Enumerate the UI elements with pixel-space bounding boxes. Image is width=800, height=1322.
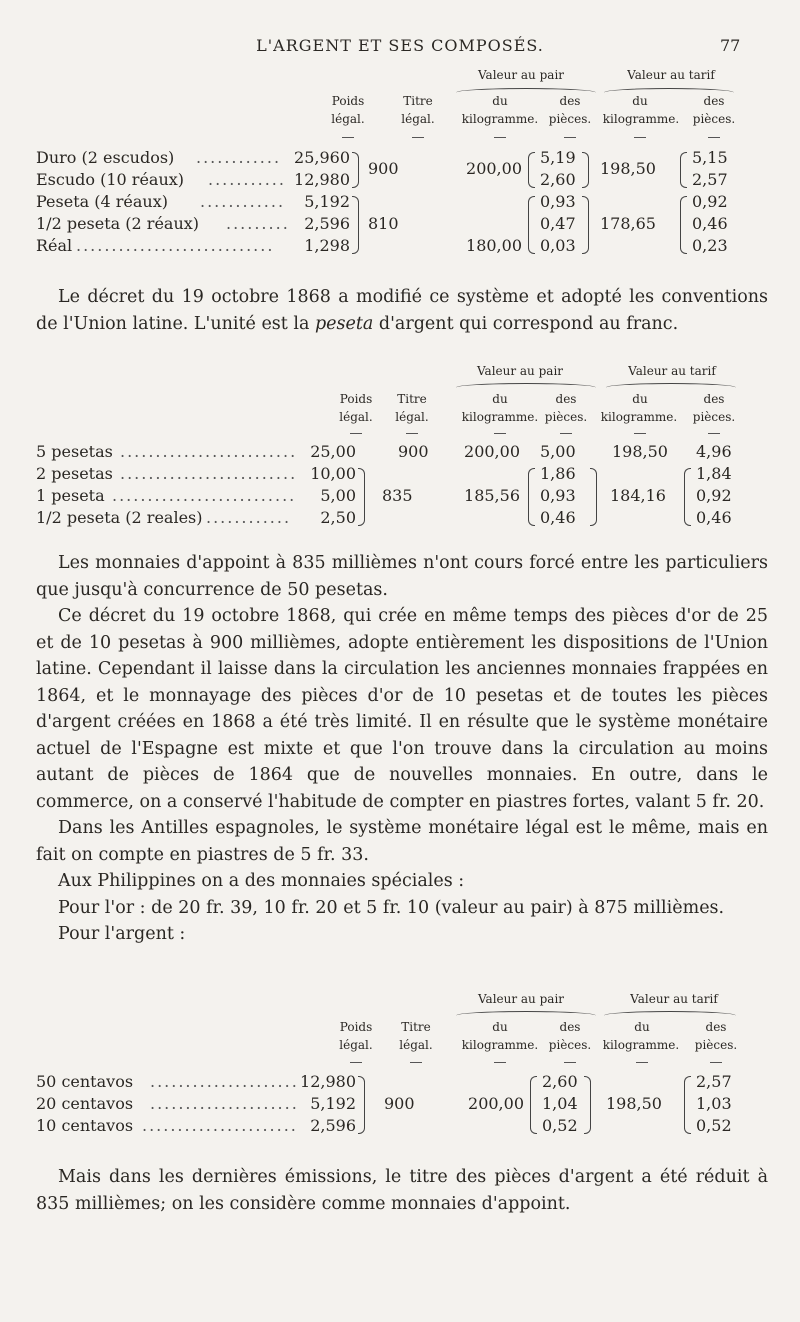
paragraph-text: Le décret du 19 octobre 1868 a modifié ce système et adopté les conventions de l'Union latine. L'unité est la xyxy=(36,287,768,334)
dash xyxy=(410,1062,422,1063)
poids-value: 5,192 xyxy=(310,1094,356,1113)
paragraph-text: Mais dans les dernières émissions, le titre des pièces d'argent a été réduit à 835 millièmes; on les considère comme monnaies d'appoint. xyxy=(36,1167,768,1214)
header-brace xyxy=(604,1011,736,1020)
pair-pieces-value: 5,00 xyxy=(540,442,576,461)
header-valeur-tarif: Valeur au tarif xyxy=(628,364,716,378)
header-poids-legal: légal. xyxy=(339,1038,373,1052)
tarif-pieces-value: 0,92 xyxy=(696,486,732,505)
pair-kg-value: 200,00 xyxy=(468,1094,524,1113)
running-header: L'ARGENT ET SES COMPOSÉS. xyxy=(256,36,544,55)
header-des: des xyxy=(559,1020,581,1034)
row-label: 1/2 peseta (2 réaux) xyxy=(36,214,200,233)
header-poids-legal: légal. xyxy=(331,112,365,126)
row-label: 2 pesetas xyxy=(36,464,113,483)
header-valeur-tarif: Valeur au tarif xyxy=(630,992,718,1006)
brace xyxy=(684,1076,691,1134)
leader-dots: ......................... xyxy=(120,442,298,461)
tarif-pieces-value: 5,15 xyxy=(692,148,728,167)
paragraph-text: Aux Philippines on a des monnaies spéciales : xyxy=(58,871,465,891)
brace xyxy=(358,1076,365,1134)
row-label: 5 pesetas xyxy=(36,442,113,461)
header-pieces: pièces. xyxy=(694,1038,738,1052)
poids-value: 2,596 xyxy=(310,1116,356,1135)
header-des: des xyxy=(703,94,725,108)
header-brace xyxy=(456,1011,596,1020)
header-titre: Titre xyxy=(397,392,427,406)
dash xyxy=(710,1062,722,1063)
header-du: du xyxy=(492,94,508,108)
row-label: Réal xyxy=(36,236,73,255)
poids-value: 12,980 xyxy=(294,170,350,189)
dash xyxy=(350,1062,362,1063)
titre-value: 900 xyxy=(398,442,429,461)
header-valeur-pair: Valeur au pair xyxy=(477,992,565,1006)
row-label: 20 centavos xyxy=(36,1094,134,1113)
dash xyxy=(494,1062,506,1063)
header-des: des xyxy=(555,392,577,406)
header-kilogramme: kilogramme. xyxy=(461,410,539,424)
tarif-kg-value: 198,50 xyxy=(600,159,656,178)
tarif-pieces-value: 0,23 xyxy=(692,236,728,255)
pair-pieces-value: 0,93 xyxy=(540,486,576,505)
header-des: des xyxy=(703,392,725,406)
row-label: 1 peseta xyxy=(36,486,105,505)
pair-pieces-value: 5,19 xyxy=(540,148,576,167)
dash xyxy=(564,1062,576,1063)
header-titre-legal: légal. xyxy=(395,410,429,424)
paragraph xyxy=(36,1164,768,1217)
leader-dots: ...................... xyxy=(142,1116,298,1135)
tarif-pieces-value: 4,96 xyxy=(696,442,732,461)
tarif-pieces-value: 0,46 xyxy=(692,214,728,233)
header-poids: Poids xyxy=(339,392,373,406)
header-kilogramme: kilogramme. xyxy=(602,1038,680,1052)
header-pieces: pièces. xyxy=(548,1038,592,1052)
paragraph-text: Les monnaies d'appoint à 835 millièmes n'ont cours forcé entre les particuliers que jusqu'à concurrence de 50 pesetas. xyxy=(36,553,768,600)
header-des: des xyxy=(705,1020,727,1034)
leader-dots: ......................... xyxy=(120,464,298,483)
pair-pieces-value: 0,03 xyxy=(540,236,576,255)
leader-dots: ............ xyxy=(200,192,286,211)
leader-dots: .......................... xyxy=(112,486,297,505)
pair-pieces-value: 1,86 xyxy=(540,464,576,483)
header-kilogramme: kilogramme. xyxy=(600,410,678,424)
dash xyxy=(636,1062,648,1063)
tarif-pieces-value: 0,92 xyxy=(692,192,728,211)
header-valeur-pair: Valeur au pair xyxy=(476,364,564,378)
pair-pieces-value: 2,60 xyxy=(542,1072,578,1091)
emphasis-peseta: peseta xyxy=(314,313,374,334)
tarif-kg-value: 184,16 xyxy=(610,486,666,505)
pair-pieces-value: 0,46 xyxy=(540,508,576,527)
tarif-pieces-value: 2,57 xyxy=(692,170,728,189)
header-pieces: pièces. xyxy=(544,410,588,424)
header-du: du xyxy=(632,392,648,406)
row-label: Peseta (4 réaux) xyxy=(36,192,168,211)
leader-dots: ............................ xyxy=(76,236,275,255)
poids-value: 5,192 xyxy=(304,192,350,211)
poids-value: 25,960 xyxy=(294,148,350,167)
pair-pieces-value: 1,04 xyxy=(542,1094,578,1113)
header-kilogramme: kilogramme. xyxy=(461,1038,539,1052)
header-titre-legal: légal. xyxy=(399,1038,433,1052)
header-kilogramme: kilogramme. xyxy=(602,112,680,126)
tarif-kg-value: 198,50 xyxy=(612,442,668,461)
leader-dots: ............ xyxy=(196,148,282,167)
paragraph-text: Pour l'argent : xyxy=(58,924,186,944)
poids-value: 2,596 xyxy=(304,214,350,233)
header-du: du xyxy=(632,94,648,108)
pair-pieces-value: 0,52 xyxy=(542,1116,578,1135)
poids-value: 1,298 xyxy=(304,236,350,255)
row-label: 50 centavos xyxy=(36,1072,134,1091)
header-kilogramme: kilogramme. xyxy=(461,112,539,126)
titre-value: 900 xyxy=(384,1094,415,1113)
poids-value: 12,980 xyxy=(300,1072,356,1091)
header-valeur-pair: Valeur au pair xyxy=(477,68,565,82)
row-label: Escudo (10 réaux) xyxy=(36,170,185,189)
pair-pieces-value: 2,60 xyxy=(540,170,576,189)
page-number: 77 xyxy=(720,36,741,55)
row-label: Duro (2 escudos) xyxy=(36,148,175,167)
header-du: du xyxy=(634,1020,650,1034)
row-label: 10 centavos xyxy=(36,1116,134,1135)
tarif-kg-value: 178,65 xyxy=(600,214,656,233)
header-poids: Poids xyxy=(331,94,365,108)
header-pieces: pièces. xyxy=(692,112,736,126)
tarif-pieces-value: 0,46 xyxy=(696,508,732,527)
header-titre-legal: légal. xyxy=(401,112,435,126)
leader-dots: ......... xyxy=(226,214,290,233)
row-label: 1/2 peseta (2 reales) xyxy=(36,508,203,527)
pair-kg-value: 200,00 xyxy=(464,442,520,461)
leader-dots: ........... xyxy=(208,170,286,189)
pair-pieces-value: 0,93 xyxy=(540,192,576,211)
tarif-pieces-value: 1,03 xyxy=(696,1094,732,1113)
poids-value: 10,00 xyxy=(310,464,356,483)
pair-kg-value: 185,56 xyxy=(464,486,520,505)
header-du: du xyxy=(492,392,508,406)
titre-value: 835 xyxy=(382,486,413,505)
header-pieces: pièces. xyxy=(692,410,736,424)
paragraph-text: Ce décret du 19 octobre 1868, qui crée en même temps des pièces d'or de 25 et de 10 pesetas à 900 millièmes, adopte entièrement les dispositions de l'Union latine. Cependant il laisse dans la circulation les anciennes monnaies frappées en 1864, et le monnayage des pièces d'or de 10 pesetas et de toutes les pièces d'argent créées en 1868 a été très limité. Il en résulte que le système monétaire actuel de l'Espagne est mixte et que l'on trouve dans la circulation au moins autant de pièces de 1864 que de nouvelles monnaies. En outre, dans le commerce, on a conservé l'habitude de compter en piastres fortes, valant 5 fr. 20. xyxy=(36,606,768,812)
tarif-kg-value: 198,50 xyxy=(606,1094,662,1113)
pair-kg-value: 200,00 xyxy=(466,159,522,178)
header-titre: Titre xyxy=(403,94,433,108)
header-pieces: pièces. xyxy=(548,112,592,126)
poids-value: 25,00 xyxy=(310,442,356,461)
poids-value: 5,00 xyxy=(320,486,356,505)
tarif-pieces-value: 0,52 xyxy=(696,1116,732,1135)
paragraph-text: Pour l'or : de 20 fr. 39, 10 fr. 20 et 5 fr. 10 (valeur au pair) à 875 millièmes. xyxy=(58,897,725,918)
header-du: du xyxy=(492,1020,508,1034)
header-des: des xyxy=(559,94,581,108)
poids-value: 2,50 xyxy=(320,508,356,527)
leader-dots: ............ xyxy=(206,508,292,527)
paragraph-text: Dans les Antilles espagnoles, le système monétaire légal est le même, mais en fait on compte en piastres de 5 fr. 33. xyxy=(36,818,768,865)
paragraph-text: d'argent qui correspond au franc. xyxy=(373,313,679,334)
header-titre: Titre xyxy=(401,1020,431,1034)
leader-dots: ..................... xyxy=(150,1072,299,1091)
tarif-pieces-value: 2,57 xyxy=(696,1072,732,1091)
header-valeur-tarif: Valeur au tarif xyxy=(627,68,715,82)
titre-value: 810 xyxy=(368,214,399,233)
tarif-pieces-value: 1,84 xyxy=(696,464,732,483)
header-poids: Poids xyxy=(339,1020,373,1034)
brace xyxy=(530,1076,537,1134)
pair-kg-value: 180,00 xyxy=(466,236,522,255)
header-poids-legal: légal. xyxy=(339,410,373,424)
brace xyxy=(584,1076,591,1134)
titre-value: 900 xyxy=(368,159,399,178)
pair-pieces-value: 0,47 xyxy=(540,214,576,233)
leader-dots: ..................... xyxy=(150,1094,299,1113)
